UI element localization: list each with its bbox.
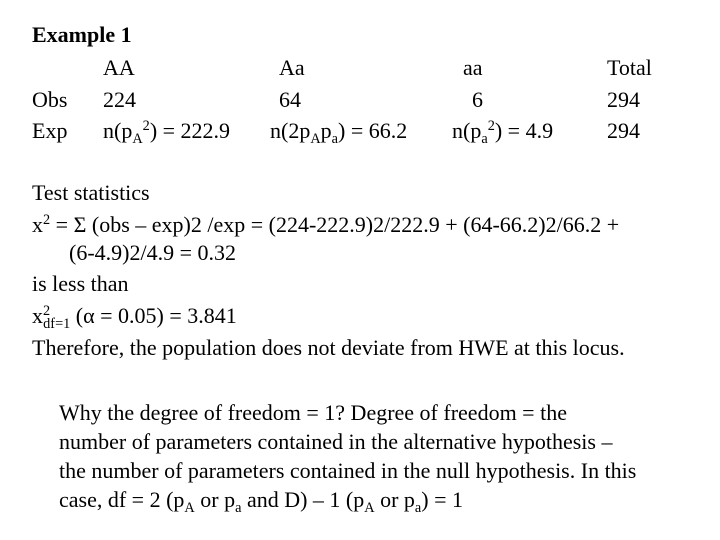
note-l4-s3: A bbox=[364, 500, 375, 516]
note-l4-d: or p bbox=[374, 487, 415, 512]
note-line-1: Why the degree of freedom = 1? Degree of freedom = the bbox=[59, 400, 567, 425]
note-l4-s1: A bbox=[184, 500, 195, 516]
obs-aa: 6 bbox=[472, 87, 483, 112]
note-l4-s2: a bbox=[235, 500, 242, 516]
degree-of-freedom-note bbox=[59, 398, 699, 514]
chi-square-equation-cont: (6-4.9)2/4.9 = 0.32 bbox=[69, 240, 236, 265]
obs-AA: 224 bbox=[103, 87, 136, 112]
exp-aa-pre: n(p bbox=[452, 118, 482, 143]
eq-line1-rest: = Σ (obs – exp)2 /exp = (224-222.9)2/222.9 + (64-66.2)2/66.2 + bbox=[50, 212, 620, 237]
exp-Aa-mid: p bbox=[320, 118, 332, 143]
exp-aa-post: ) = 4.9 bbox=[494, 118, 554, 143]
eq-sup: 2 bbox=[43, 212, 51, 229]
note-l4-s4: a bbox=[414, 500, 422, 516]
exp-Aa-sub1: A bbox=[310, 131, 321, 147]
crit-x: x bbox=[32, 303, 43, 328]
note-line-4 bbox=[59, 485, 699, 514]
col-header-AA: AA bbox=[103, 55, 135, 80]
exp-aa bbox=[452, 118, 554, 147]
example-heading: Example 1 bbox=[32, 22, 132, 47]
note-line-2: number of parameters contained in the alternative hypothesis – bbox=[59, 429, 613, 454]
exp-AA-sub: A bbox=[132, 131, 143, 147]
note-l4-a: case, df = 2 (p bbox=[59, 487, 185, 512]
note-l4-c: and D) – 1 (p bbox=[241, 487, 365, 512]
crit-sub: df=1 bbox=[43, 316, 71, 332]
critical-value bbox=[32, 303, 237, 332]
exp-aa-sup: 2 bbox=[487, 118, 495, 135]
obs-Aa: 64 bbox=[279, 87, 301, 112]
exp-total: 294 bbox=[607, 118, 640, 143]
chi-square-equation bbox=[32, 213, 619, 237]
row-label-obs: Obs bbox=[32, 87, 68, 112]
note-l4-b: or p bbox=[194, 487, 236, 512]
note-l4-e: ) = 1 bbox=[421, 487, 463, 512]
less-than-text: is less than bbox=[32, 271, 129, 296]
exp-AA bbox=[103, 118, 231, 147]
exp-Aa-pre: n(2p bbox=[270, 118, 311, 143]
exp-Aa bbox=[270, 118, 408, 147]
exp-Aa-post: ) = 66.2 bbox=[338, 118, 408, 143]
obs-total: 294 bbox=[607, 87, 640, 112]
note-line-3: the number of parameters contained in the null hypothesis. In this bbox=[59, 458, 637, 483]
exp-AA-post: ) = 222.9 bbox=[149, 118, 231, 143]
eq-x: x bbox=[32, 212, 43, 237]
test-title: Test statistics bbox=[32, 180, 150, 205]
row-label-exp: Exp bbox=[32, 118, 68, 143]
exp-Aa-sub2: a bbox=[331, 131, 339, 147]
col-header-aa: aa bbox=[463, 55, 483, 80]
col-header-total: Total bbox=[607, 55, 652, 80]
col-header-Aa: Aa bbox=[279, 55, 305, 80]
exp-AA-sup: 2 bbox=[142, 118, 150, 135]
crit-rest: (α = 0.05) = 3.841 bbox=[70, 303, 237, 328]
exp-aa-sub: a bbox=[481, 131, 488, 147]
exp-AA-pre: n(p bbox=[103, 118, 133, 143]
conclusion: Therefore, the population does not deviate from HWE at this locus. bbox=[32, 335, 625, 360]
crit-sup: 2 bbox=[43, 303, 51, 320]
